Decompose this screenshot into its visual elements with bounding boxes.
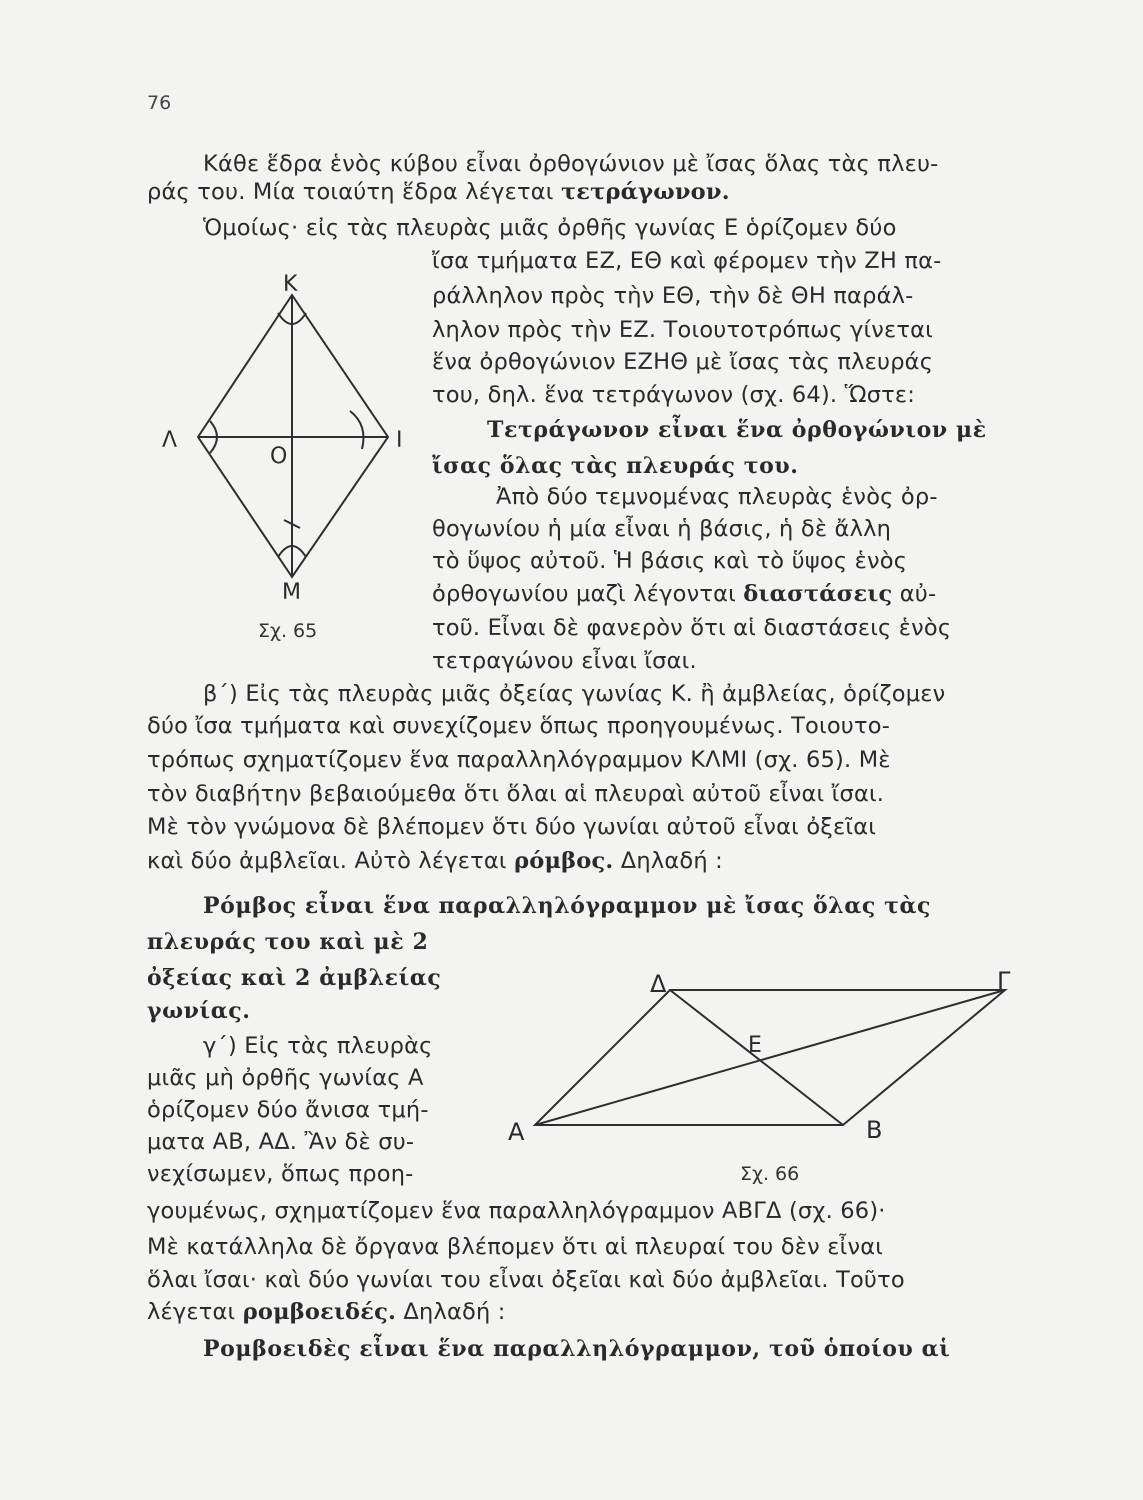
p5-line-9 (147, 1296, 506, 1328)
definition-square-line-2: ἴσας ὅλας τὰς πλευράς του. (432, 453, 799, 479)
p3-line-5: τοῦ. Εἶναι δὲ φανερὸν ὅτι αἱ διαστάσεις ἑνὸς (432, 615, 952, 641)
p2-line-6: του, δηλ. ἕνα τετράγωνον (σχ. 64). Ὥστε: (432, 382, 916, 408)
figure-66-parallelogram (490, 960, 1050, 1160)
definition-rhombus-line-4: γωνίας. (147, 998, 251, 1024)
p2-line-1: Ὁμοίως· εἰς τὰς πλευρὰς μιᾶς ὀρθῆς γωνίας Ε ὁρίζομεν δύο (203, 215, 897, 241)
p5-line-2: μιᾶς μὴ ὀρθῆς γωνίας Α (147, 1065, 424, 1091)
p5-line-4: ματα ΑΒ, ΑΔ. Ἂν δὲ συ- (147, 1129, 415, 1155)
p1-line-2 (147, 176, 730, 208)
label-e: Ε (748, 1033, 762, 1058)
p5-line-5: νεχίσωμεν, ὅπως προη- (147, 1161, 414, 1187)
p3-line-6: τετραγώνου εἶναι ἴσαι. (432, 648, 697, 674)
label-a: Α (508, 1118, 525, 1146)
page-number: 76 (147, 92, 172, 114)
label-m: Μ (282, 580, 301, 605)
p5-line-9-end: Δηλαδή : (396, 1299, 506, 1325)
term-rhombus: ρόμβος. (514, 848, 614, 874)
label-b: Β (866, 1116, 883, 1144)
figure-66-caption: Σχ. 66 (740, 1163, 800, 1185)
p5-line-3: ὁρίζομεν δύο ἄνισα τμή- (147, 1097, 429, 1123)
p2-line-3: ράλληλον πρὸς τὴν ΕΘ, τὴν δὲ ΘΗ παράλ- (432, 283, 914, 309)
p5-line-9-text: λέγεται (147, 1299, 243, 1325)
definition-square-line-1: Τετράγωνον εἶναι ἕνα ὀρθογώνιον μὲ (487, 417, 987, 443)
angle-arc-i (350, 411, 364, 449)
p4-line-5: Μὲ τὸν γνώμονα δὲ βλέπομεν ὅτι δύο γωνίαι αὐτοῦ εἶναι ὀξεῖαι (147, 814, 877, 840)
p4-line-6-text: καὶ δύο ἀμβλεῖαι. Αὐτὸ λέγεται (147, 848, 515, 874)
label-i: Ι (396, 428, 403, 453)
term-square: τετράγωνον. (560, 179, 730, 205)
p3-line-1: Ἀπὸ δύο τεμνομένας πλευρὰς ἑνὸς ὀρ- (496, 484, 938, 510)
definition-rhombus-line-1: Ρόμβος εἶναι ἕνα παραλληλόγραμμον μὲ ἴσας ὅλας τὰς (203, 893, 932, 919)
p5-line-8: ὅλαι ἴσαι· καὶ δύο γωνίαι του εἶναι ὀξεῖαι καὶ δύο ἀμβλεῖαι. Τοῦτο (147, 1267, 905, 1293)
p4-line-2: δύο ἴσα τμήματα καὶ συνεχίζομεν ὅπως προηγουμένως. Τοιουτο- (147, 713, 891, 739)
p3-line-3: τὸ ὕψος αὐτοῦ. Ἡ βάσις καὶ τὸ ὕψος ἑνὸς (432, 548, 908, 574)
definition-rhombus-line-3: ὀξείας καὶ 2 ἀμβλείας (147, 965, 442, 991)
p4-line-1: β΄) Εἰς τὰς πλευρὰς μιᾶς ὀξείας γωνίας Κ. ἢ ἀμβλείας, ὁρίζομεν (203, 681, 946, 707)
p4-line-6-end: Δηλαδή : (613, 848, 723, 874)
p3-line-4 (432, 578, 936, 610)
diagonal-ag (535, 990, 1005, 1125)
term-dimensions: διαστάσεις (743, 581, 893, 607)
p4-line-4: τὸν διαβήτην βεβαιούμεθα ὅτι ὅλαι αἱ πλευραὶ αὐτοῦ εἶναι ἴσαι. (147, 781, 885, 807)
p5-line-7: Μὲ κατάλληλα δὲ ὄργανα βλέπομεν ὅτι αἱ πλευραί του δὲν εἶναι (147, 1234, 884, 1260)
label-k: Κ (283, 272, 298, 297)
p4-line-3: τρόπως σχηματίζομεν ἕνα παραλληλόγραμμον ΚΛΜΙ (σχ. 65). Μὲ (147, 747, 891, 773)
p3-line-4-end: αὐ- (892, 581, 937, 607)
p4-line-6 (147, 845, 723, 877)
p2-line-4: ληλον πρὸς τὴν ΕΖ. Τοιουτοτρόπως γίνεται (432, 317, 934, 343)
label-d: Δ (650, 970, 667, 998)
p1-line-2-text: ράς του. Μία τοιαύτη ἕδρα λέγεται (147, 179, 561, 205)
figure-65-caption: Σχ. 65 (258, 620, 318, 642)
p5-line-1: γ΄) Εἰς τὰς πλευρὰς (203, 1033, 433, 1059)
term-rhomboid: ρομβοειδές. (242, 1299, 397, 1325)
label-l: Λ (162, 428, 178, 453)
p3-line-4-text: ὀρθογωνίου μαζὶ λέγονται (432, 581, 744, 607)
p3-line-2: θογωνίου ἡ μία εἶναι ἡ βάσις, ἡ δὲ ἄλλη (432, 516, 892, 542)
p1-line-1: Κάθε ἕδρα ἑνὸς κύβου εἶναι ὀρθογώνιον μὲ ἴσας ὅλας τὰς πλευ- (203, 151, 939, 177)
figure-65-rhombus (150, 265, 430, 605)
p2-line-2: ἴσα τμήματα ΕΖ, ΕΘ καὶ φέρομεν τὴν ΖΗ πα- (432, 248, 942, 274)
p5-line-6: γουμένως, σχηματίζομεν ἕνα παραλληλόγραμμον ΑΒΓΔ (σχ. 66)· (147, 1198, 886, 1224)
definition-rhombus-line-2: πλευράς του καὶ μὲ 2 (147, 929, 429, 955)
p2-line-5: ἕνα ὀρθογώνιον ΕΖΗΘ μὲ ἴσας τὰς πλευράς (432, 349, 934, 375)
definition-rhomboid-line-1: Ρομβοειδὲς εἶναι ἕνα παραλληλόγραμμον, τοῦ ὁποίου αἱ (203, 1336, 951, 1362)
label-g: Γ (997, 967, 1011, 995)
label-o: Ο (270, 444, 288, 469)
